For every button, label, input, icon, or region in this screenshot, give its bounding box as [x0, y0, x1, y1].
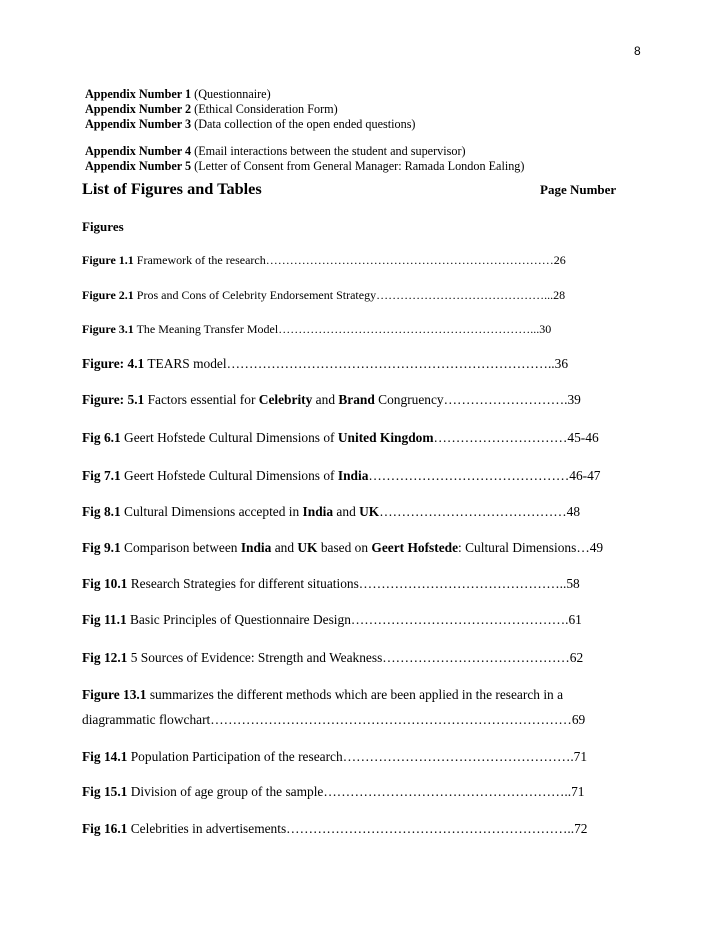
figure-entry — [82, 504, 580, 520]
figure-entry-text: Cultural Dimensions accepted in — [120, 504, 303, 519]
figure-entry — [82, 612, 582, 628]
figure-entry-bold-text: Fig 14.1 — [82, 749, 128, 764]
appendix-desc: (Email interactions between the student and supervisor) — [191, 144, 466, 158]
figure-entry-bold-text: India — [337, 468, 369, 483]
figure-entry — [82, 430, 599, 446]
figure-entry — [82, 749, 587, 765]
figure-entry-text: Framework of the research………………………………………………………………26 — [133, 253, 566, 267]
figure-entry-text: summarizes the different methods which are been applied in the research in a — [146, 687, 564, 702]
figure-entry-text: Comparison between — [120, 540, 241, 555]
figure-entry-text: ……………………………………48 — [379, 504, 581, 519]
figure-entry-text: Congruency……………………….39 — [374, 392, 581, 407]
figure-entry-bold-text: Fig 9.1 — [82, 540, 121, 555]
figure-entry-text: based on — [317, 540, 372, 555]
figure-entry-text: ………………………………………46-47 — [368, 468, 601, 483]
figure-entry — [82, 356, 568, 372]
figure-entry-text: and — [333, 504, 360, 519]
figure-entry — [82, 712, 585, 728]
appendix-label: Appendix Number 5 — [85, 159, 192, 173]
appendix-label: Appendix Number 4 — [85, 144, 192, 158]
figure-entry-text: Pros and Cons of Celebrity Endorsement Strategy……………………………………...28 — [133, 288, 566, 302]
figure-entry-bold-text: United Kingdom — [337, 430, 434, 445]
figure-entry — [82, 468, 601, 484]
figure-entry — [82, 650, 583, 666]
appendix-line — [85, 159, 524, 174]
figure-entry-text: and — [271, 540, 298, 555]
page-number-column-header: Page Number — [540, 182, 617, 197]
page-number: 8 — [634, 44, 641, 58]
figure-entry-bold-text: Fig 11.1 — [82, 612, 127, 627]
figure-entry-text: The Meaning Transfer Model………………………………………………………...30 — [133, 322, 552, 336]
figure-entry-text: Population Participation of the research…………………………………………….71 — [127, 749, 588, 764]
figure-entry-bold-text: UK — [359, 504, 380, 519]
figure-entry-bold-text: Fig 7.1 — [82, 468, 121, 483]
figure-entry — [82, 288, 565, 303]
figure-entry-bold-text: UK — [297, 540, 318, 555]
figure-entry-text: TEARS model………………………………………………………………..36 — [144, 356, 569, 371]
figure-entry-bold-text: Figure 1.1 — [82, 253, 134, 267]
appendix-desc: (Ethical Consideration Form) — [191, 102, 338, 116]
figure-entry-bold-text: Figure: 4.1 — [82, 356, 145, 371]
figures-heading: Figures — [82, 219, 124, 234]
appendix-label: Appendix Number 2 — [85, 102, 192, 116]
figure-entry-text: …………………………45-46 — [433, 430, 599, 445]
figure-entry-text: Basic Principles of Questionnaire Design………………………………………….61 — [126, 612, 582, 627]
figure-entry-text: Celebrities in advertisements………………………………………………………..72 — [127, 821, 588, 836]
figure-entry — [82, 540, 603, 556]
figure-entry — [82, 253, 566, 268]
appendix-line — [85, 87, 271, 102]
figure-entry-bold-text: Fig 10.1 — [82, 576, 128, 591]
figure-entry-bold-text: Figure 13.1 — [82, 687, 147, 702]
figure-entry-text: : Cultural Dimensions…49 — [458, 540, 604, 555]
figure-entry-bold-text: Figure 2.1 — [82, 288, 134, 302]
figure-entry-text: diagrammatic flowchart………………………………………………………………………69 — [82, 712, 586, 727]
figure-entry-bold-text: Fig 15.1 — [82, 784, 128, 799]
figure-entry — [82, 821, 587, 837]
figure-entry-bold-text: Fig 6.1 — [82, 430, 121, 445]
appendix-label: Appendix Number 1 — [85, 87, 192, 101]
figure-entry-bold-text: Geert Hofstede — [371, 540, 459, 555]
figure-entry-text: Research Strategies for different situations………………………………………..58 — [127, 576, 580, 591]
figure-entry-bold-text: India — [240, 540, 272, 555]
figure-entry-bold-text: Figure: 5.1 — [82, 392, 145, 407]
figure-entry-bold-text: Brand — [338, 392, 375, 407]
figure-entry-text: Geert Hofstede Cultural Dimensions of — [120, 468, 338, 483]
figure-entry — [82, 322, 551, 337]
figure-entry-text: Division of age group of the sample………………………………………………..71 — [127, 784, 585, 799]
figure-entry-bold-text: India — [302, 504, 334, 519]
appendix-line — [85, 144, 466, 159]
figure-entry-text: 5 Sources of Evidence: Strength and Weakness……………………………………62 — [127, 650, 584, 665]
figure-entry — [82, 687, 563, 703]
appendix-desc: (Letter of Consent from General Manager: Ramada London Ealing) — [191, 159, 525, 173]
figure-entry-text: and — [312, 392, 339, 407]
list-of-figures-title: List of Figures and Tables — [82, 179, 262, 198]
appendix-desc: (Questionnaire) — [191, 87, 271, 101]
figure-entry — [82, 392, 581, 408]
figure-entry-text: Factors essential for — [144, 392, 259, 407]
appendix-desc: (Data collection of the open ended questions) — [191, 117, 416, 131]
figure-entry-bold-text: Figure 3.1 — [82, 322, 134, 336]
figure-entry — [82, 784, 585, 800]
figure-entry-bold-text: Fig 16.1 — [82, 821, 128, 836]
appendix-label: Appendix Number 3 — [85, 117, 192, 131]
appendix-line — [85, 117, 416, 132]
figure-entry — [82, 576, 580, 592]
figure-entry-bold-text: Fig 8.1 — [82, 504, 121, 519]
figure-entry-bold-text: Fig 12.1 — [82, 650, 128, 665]
appendix-line — [85, 102, 338, 117]
figure-entry-bold-text: Celebrity — [258, 392, 313, 407]
figure-entry-text: Geert Hofstede Cultural Dimensions of — [120, 430, 338, 445]
